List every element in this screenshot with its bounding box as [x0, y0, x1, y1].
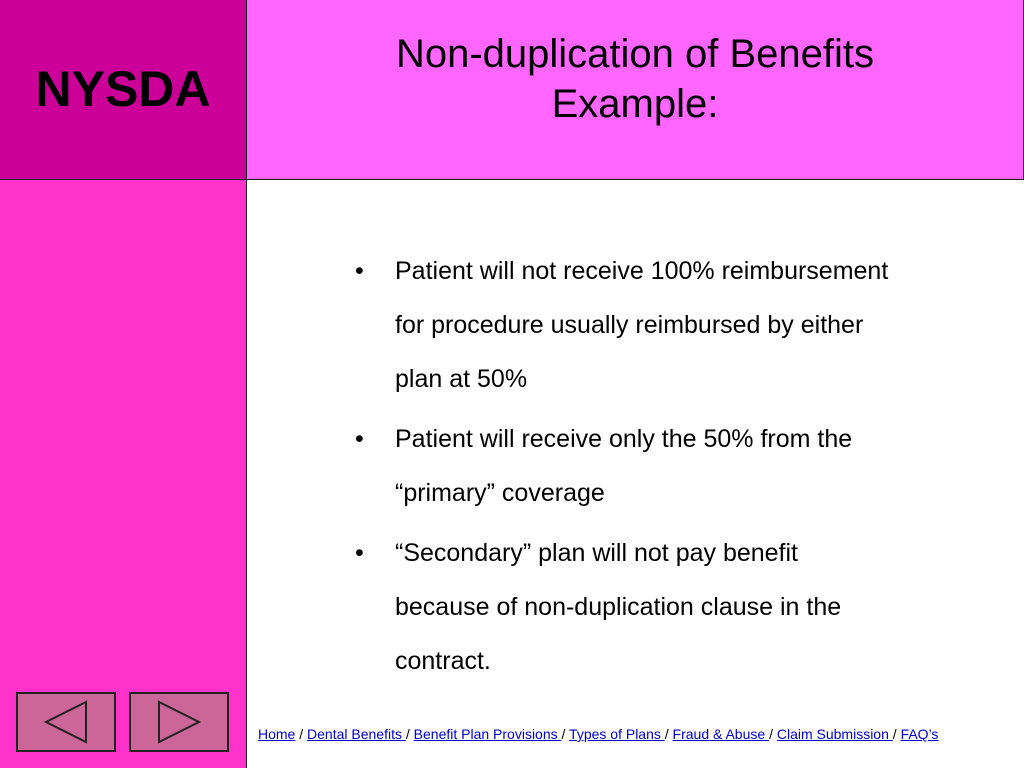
bullet-text: “Secondary” plan will not pay benefit because of non-duplication clause in the contract.: [395, 539, 842, 675]
separator: /: [295, 726, 308, 742]
bullet-item: [355, 244, 895, 406]
previous-slide-button[interactable]: [16, 692, 116, 752]
nav-link-claim-submission[interactable]: Claim Submission: [776, 726, 893, 742]
next-slide-button[interactable]: [129, 692, 229, 752]
separator: /: [769, 726, 777, 742]
bullet-marker: •: [355, 425, 364, 453]
separator: /: [892, 726, 901, 742]
nav-link-fraud-abuse[interactable]: Fraud & Abuse: [672, 726, 770, 742]
slide-content: [355, 244, 915, 694]
triangle-left-icon: [36, 698, 96, 746]
logo: NYSDA: [35, 60, 211, 117]
sidebar: [0, 180, 247, 768]
nav-link-types-of-plans[interactable]: Types of Plans: [569, 726, 665, 742]
nav-link-dental-benefits[interactable]: Dental Benefits: [307, 726, 406, 742]
logo-panel: [0, 0, 247, 180]
slide-title-line-2: Example:: [551, 81, 719, 126]
bullet-text: Patient will receive only the 50% from the “primary” coverage: [395, 425, 853, 507]
bullet-item: [355, 526, 895, 688]
bullet-text: Patient will not receive 100% reimbursement for procedure usually reimbursed by either plan at 50%: [395, 257, 889, 393]
title-panel: [247, 0, 1024, 180]
bullet-marker: •: [355, 539, 364, 567]
footer-navigation: [258, 726, 1018, 742]
separator: /: [405, 726, 414, 742]
bullet-marker: •: [355, 257, 364, 285]
separator: /: [561, 726, 570, 742]
nav-link-faqs[interactable]: FAQ’s: [900, 726, 939, 742]
bullet-list: [355, 244, 915, 688]
triangle-right-icon: [149, 698, 209, 746]
nav-link-benefit-plan-provisions[interactable]: Benefit Plan Provisions: [413, 726, 562, 742]
slide-title-line-1: Non-duplication of Benefits: [395, 31, 875, 76]
separator: /: [664, 726, 673, 742]
nav-link-home[interactable]: Home: [258, 726, 296, 742]
bullet-item: [355, 412, 895, 520]
